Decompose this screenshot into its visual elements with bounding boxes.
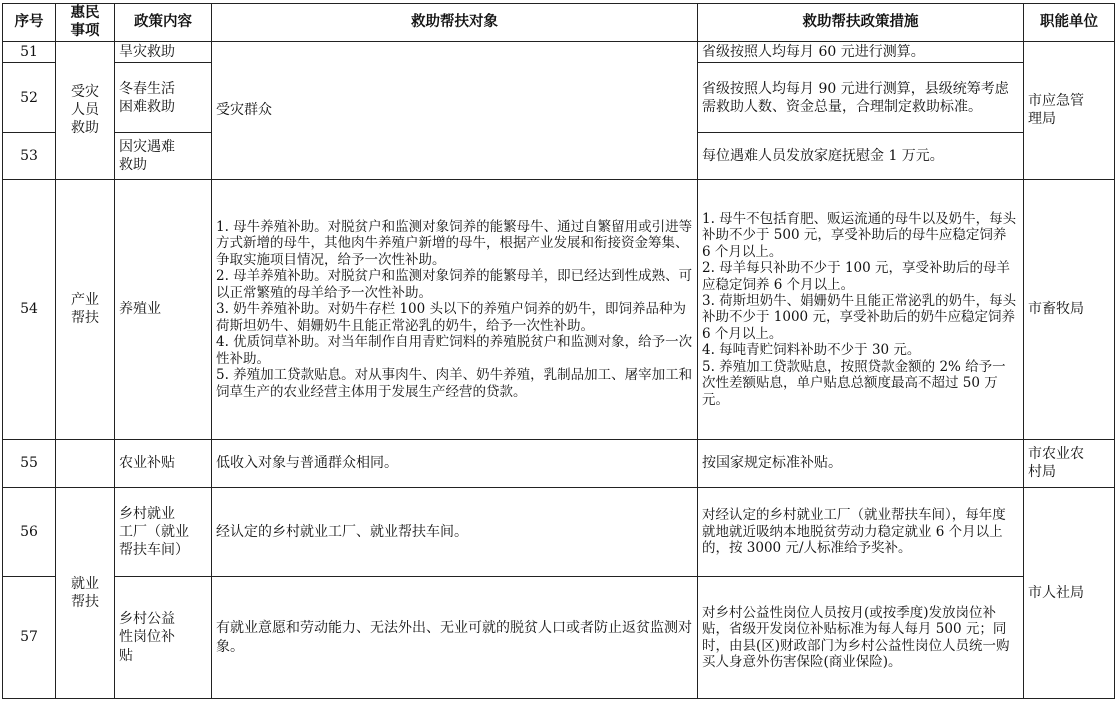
row-no: 57 [3,577,56,699]
row-no: 53 [3,133,56,180]
table-row [3,439,1115,487]
category-cell-empty [56,439,115,487]
policy-cell: 旱灾救助 [115,41,212,62]
measure-cell: 每位遇难人员发放家庭抚慰金 1 万元。 [698,133,1024,180]
table-row [3,577,1115,699]
category-cell: 产业 帮扶 [56,179,115,439]
target-cell: 经认定的乡村就业工厂、就业帮扶车间。 [212,487,698,576]
header-unit: 职能单位 [1024,4,1115,42]
row-no: 56 [3,487,56,576]
policy-cell: 农业补贴 [115,439,212,487]
policy-cell: 因灾遇难 救助 [115,133,212,180]
row-no: 55 [3,439,56,487]
unit-cell: 市畜牧局 [1024,179,1115,439]
category-cell: 就业 帮扶 [56,487,115,698]
unit-cell: 市农业农 村局 [1024,439,1115,487]
policy-cell: 乡村公益 性岗位补 贴 [115,577,212,699]
row-no: 54 [3,179,56,439]
table-row [3,487,1115,576]
header-measure: 救助帮扶政策措施 [698,4,1024,42]
header-target: 救助帮扶对象 [212,4,698,42]
policy-cell: 冬春生活 困难救助 [115,63,212,133]
header-policy: 政策内容 [115,4,212,42]
target-cell: 有就业意愿和劳动能力、无法外出、无业可就的脱贫人口或者防止返贫监测对象。 [212,577,698,699]
measure-cell: 按国家规定标准补贴。 [698,439,1024,487]
unit-cell: 市应急管 理局 [1024,41,1115,179]
category-cell: 受灾 人员 救助 [56,41,115,179]
measure-cell: 对乡村公益性岗位人员按月(或按季度)发放岗位补贴，省级开发岗位补贴标准为每人每月 500 元；同时，由县(区)财政部门为乡村公益性岗位人员统一购买人身意外伤害保险(商业保险)。 [698,577,1024,699]
measure-cell: 省级按照人均每月 60 元进行测算。 [698,41,1024,62]
policy-table [2,3,1115,699]
table-row [3,41,1115,62]
policy-cell: 养殖业 [115,179,212,439]
row-no: 52 [3,63,56,133]
measure-cell: 1. 母牛不包括育肥、贩运流通的母牛以及奶牛，每头补助不少于 500 元，享受补助后的母牛应稳定饲养 6 个月以上。 2. 母羊每只补助不少于 100 元，享受补助后的母羊应稳定饲养 6 个月以上。 3. 荷斯坦奶牛、娟姗奶牛且能正常泌乳的奶牛，每头补助不少于 1000 元，享受补助后的奶牛应稳定饲养 6 个月以上。 4. 每吨青贮饲料补助不少于 30 元。 5. 养殖加工贷款贴息，按照贷款金额的 2% 给予一次性差额贴息，单户贴息总额度最高不超过 50 万元。 [698,179,1024,439]
header-category: 惠民 事项 [56,4,115,42]
target-cell: 受灾群众 [212,41,698,179]
measure-cell: 对经认定的乡村就业工厂（就业帮扶车间），每年度就地就近吸纳本地脱贫劳动力稳定就业 6 个月以上的，按 3000 元/人标准给予奖补。 [698,487,1024,576]
header-row [3,4,1115,42]
target-cell: 低收入对象与普通群众相同。 [212,439,698,487]
target-cell: 1. 母牛养殖补助。对脱贫户和监测对象饲养的能繁母牛、通过自繁留用或引进等方式新增的母牛，其他肉牛养殖户新增的母牛，根据产业发展和衔接资金筹集、争取实施项目情况，给予一次性补助。 2. 母羊养殖补助。对脱贫户和监测对象饲养的能繁母羊，即已经达到性成熟、可以正常繁殖的母羊给予一次性补助。 3. 奶牛养殖补助。对奶牛存栏 100 头以下的养殖户饲养的奶牛，即饲养品种为荷斯坦奶牛、娟姗奶牛且能正常泌乳的奶牛，给予一次性补助。 4. 优质饲草补助。对当年制作自用青贮饲料的养殖脱贫户和监测对象，给予一次性补助。 5. 养殖加工贷款贴息。对从事肉牛、肉羊、奶牛养殖，乳制品加工、屠宰加工和饲草生产的农业经营主体用于发展生产经营的贷款。 [212,179,698,439]
unit-cell: 市人社局 [1024,487,1115,698]
table-row [3,179,1115,439]
policy-cell: 乡村就业 工厂（就业 帮扶车间） [115,487,212,576]
measure-cell: 省级按照人均每月 90 元进行测算，县级统筹考虑需救助人数、资金总量，合理制定救助标准。 [698,63,1024,133]
header-no: 序号 [3,4,56,42]
row-no: 51 [3,41,56,62]
